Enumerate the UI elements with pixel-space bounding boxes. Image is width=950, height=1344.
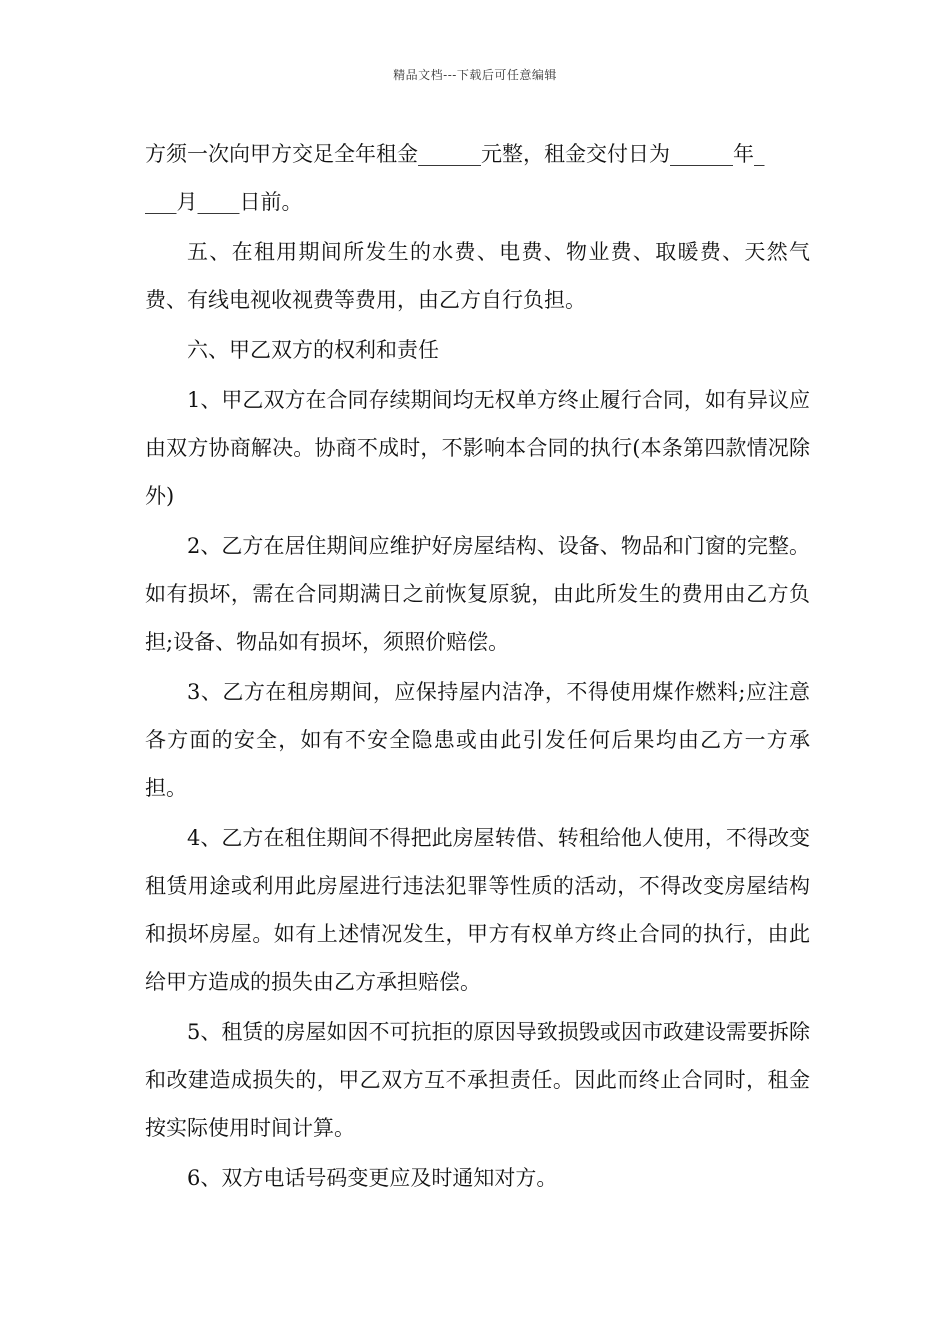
clause-4: 4、乙方在租住期间不得把此房屋转借、转租给他人使用，不得改变租赁用途或利用此房屋进行违法犯罪等性质的活动，不得改变房屋结构和损坏房屋。如有上述情况发生，甲方有权单方终止合同的执行，由此给甲方造成的损失由乙方承担赔偿。 [145, 826, 810, 994]
clause-1: 1、甲乙双方在合同存续期间均无权单方终止履行合同，如有异议应由双方协商解决。协商不成时，不影响本合同的执行(本条第四款情况除外) [145, 388, 810, 508]
page-header: 精品文档---下载后可任意编辑 [393, 68, 557, 82]
clause-2: 2、乙方在居住期间应维护好房屋结构、设备、物品和门窗的完整。如有损坏，需在合同期满日之前恢复原貌，由此所发生的费用由乙方负担;设备、物品如有损坏，须照价赔偿。 [145, 534, 810, 654]
section-heading-rights: 六、甲乙双方的权利和责任 [187, 338, 439, 362]
clause-6: 6、双方电话号码变更应及时通知对方。 [187, 1166, 558, 1190]
clause-3: 3、乙方在租房期间，应保持屋内洁净，不得使用煤作燃料;应注意各方面的安全，如有不安全隐患或由此引发任何后果均由乙方一方承担。 [145, 680, 810, 800]
clause-5: 5、租赁的房屋如因不可抗拒的原因导致损毁或因市政建设需要拆除和改建造成损失的，甲乙双方互不承担责任。因此而终止合同时，租金按实际使用时间计算。 [145, 1020, 810, 1140]
paragraph-rent-payment: 方须一次向甲方交足全年租金______元整，租金交付日为______年_ ___月____日前。 [145, 142, 765, 214]
paragraph-utilities: 五、在租用期间所发生的水费、电费、物业费、取暖费、天然气费、有线电视收视费等费用，由乙方自行负担。 [145, 240, 810, 312]
document-body [145, 130, 810, 1204]
